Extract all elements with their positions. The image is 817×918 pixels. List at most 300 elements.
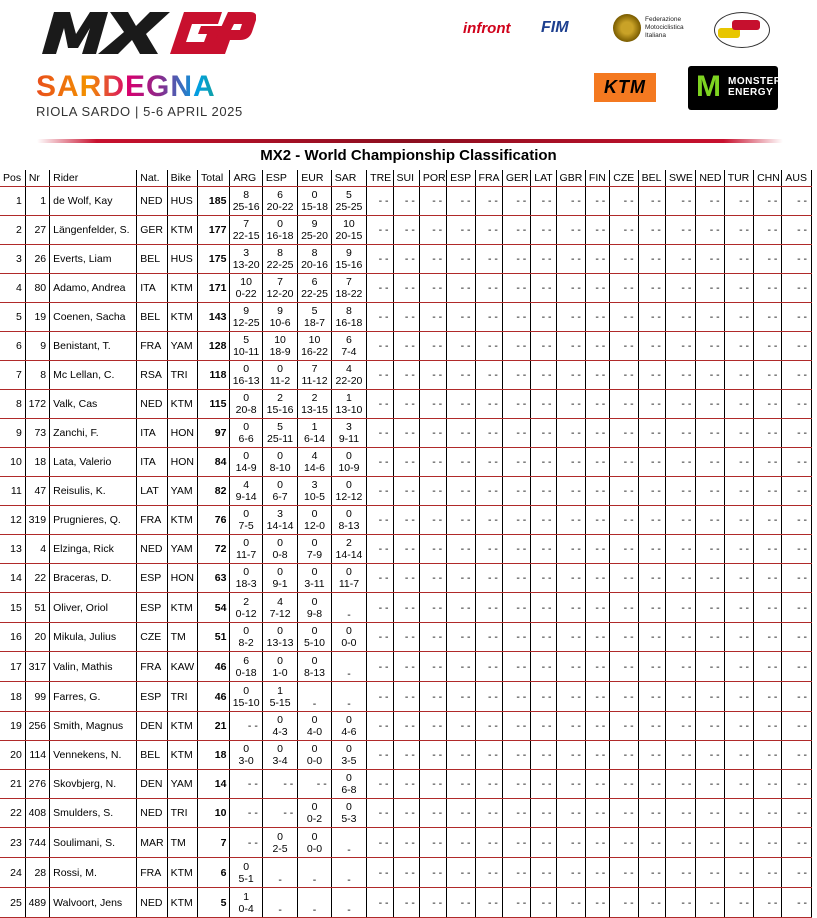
cell-empty: - -: [531, 593, 556, 623]
cell-empty: - -: [610, 274, 638, 303]
cell-rider: Everts, Liam: [50, 245, 137, 274]
table-row: [0, 303, 812, 332]
cell-nat: BEL: [137, 245, 167, 274]
cell-pos: 4: [0, 274, 25, 303]
gp-points: 1: [277, 684, 283, 697]
event-block: [36, 72, 243, 119]
cell-rider: Prugnieres, Q.: [50, 506, 137, 535]
gp-moto-results: 16-18: [335, 317, 363, 329]
cell-empty: - -: [610, 652, 638, 682]
gp-moto-results: 3-5: [341, 755, 357, 767]
cell-nat: ITA: [137, 419, 167, 448]
cell-empty: - -: [585, 187, 609, 216]
cell-empty: - -: [754, 888, 782, 918]
col-gp-fra: FRA: [475, 170, 502, 187]
cell-empty: - -: [367, 623, 393, 652]
cell-empty: - -: [367, 303, 393, 332]
cell-empty: - -: [419, 477, 446, 506]
cell-total: 76: [198, 506, 230, 535]
cell-empty: - -: [419, 419, 446, 448]
cell-nr: 256: [25, 712, 49, 741]
cell-empty: - -: [696, 770, 724, 799]
cell-empty: - -: [531, 535, 556, 564]
cell-empty: - -: [419, 652, 446, 682]
table-row: [0, 682, 812, 712]
cell-empty: - -: [665, 448, 695, 477]
cell-empty: - -: [638, 535, 665, 564]
cell-empty: - -: [556, 564, 585, 593]
cell-empty: - -: [556, 593, 585, 623]
cell-empty: - -: [724, 506, 753, 535]
cell-gp-result: [298, 303, 331, 332]
gp-points: 6: [243, 654, 250, 667]
cell-empty: - -: [638, 623, 665, 652]
cell-empty: - -: [610, 593, 638, 623]
cell-empty: - -: [585, 652, 609, 682]
cell-rider: Benistant, T.: [50, 332, 137, 361]
gp-points: 0: [277, 625, 283, 637]
cell-empty: - -: [393, 216, 419, 245]
cell-empty: - -: [610, 245, 638, 274]
gp-points: 0: [346, 508, 352, 520]
cell-empty: - -: [502, 216, 530, 245]
cell-empty: - -: [393, 799, 419, 828]
gp-points: 7: [346, 276, 352, 288]
col-gp-esp: ESP: [447, 170, 475, 187]
cell-empty: - -: [475, 593, 502, 623]
page-title: MX2 - World Championship Classification: [260, 147, 557, 164]
cell-empty: - -: [754, 652, 782, 682]
cell-empty: - -: [610, 448, 638, 477]
cell-empty: - -: [696, 303, 724, 332]
cell-empty: - -: [665, 682, 695, 712]
cell-nr: 28: [25, 858, 49, 888]
cell-total: 97: [198, 419, 230, 448]
cell-total: 143: [198, 303, 230, 332]
cell-gp-result: [230, 419, 262, 448]
cell-empty: - -: [782, 361, 812, 390]
gp-points: 8: [311, 247, 318, 259]
col-gp-tre: TRE: [367, 170, 393, 187]
cell-empty: - -: [393, 770, 419, 799]
cell-gp-result: -: [262, 858, 297, 888]
gp-points: 0: [277, 537, 283, 549]
col-gp-chn: CHN: [754, 170, 782, 187]
cell-empty: - -: [782, 888, 812, 918]
cell-gp-result: - -: [262, 799, 297, 828]
gp-points: 0: [311, 830, 318, 843]
cell-empty: - -: [696, 448, 724, 477]
col-rider: Rider: [50, 170, 137, 187]
table-row: [0, 216, 812, 245]
cell-empty: - -: [531, 888, 556, 918]
gp-moto-results: 0-0: [306, 755, 323, 767]
cell-empty: - -: [419, 593, 446, 623]
cell-empty: - -: [502, 888, 530, 918]
cell-rider: Adamo, Andrea: [50, 274, 137, 303]
cell-pos: 10: [0, 448, 25, 477]
cell-nr: 51: [25, 593, 49, 623]
cell-gp-result: [262, 187, 297, 216]
cell-gp-result: -: [331, 593, 366, 623]
gp-moto-results: 20-8: [235, 404, 257, 416]
gp-moto-results: 4-3: [272, 726, 288, 738]
table-row: [0, 477, 812, 506]
gp-points: 0: [346, 772, 352, 784]
cell-empty: - -: [610, 216, 638, 245]
cell-empty: - -: [610, 477, 638, 506]
cell-empty: - -: [393, 419, 419, 448]
cell-empty: - -: [638, 564, 665, 593]
cell-empty: - -: [585, 593, 609, 623]
cell-rider: Smith, Magnus: [50, 712, 137, 741]
col-gp-tur: TUR: [724, 170, 753, 187]
gp-moto-results: 10-5: [304, 491, 326, 503]
cell-total: 72: [198, 535, 230, 564]
cell-empty: - -: [367, 506, 393, 535]
gp-points: 0: [311, 508, 318, 520]
gp-points: 7: [311, 363, 318, 375]
cell-gp-result: [298, 623, 331, 652]
cell-rider: Smulders, S.: [50, 799, 137, 828]
cell-pos: 14: [0, 564, 25, 593]
cell-empty: - -: [502, 419, 530, 448]
gp-points: 1: [311, 421, 318, 433]
cell-nat: FRA: [137, 332, 167, 361]
cell-empty: - -: [585, 390, 609, 419]
cell-empty: - -: [665, 712, 695, 741]
cell-total: 6: [198, 858, 230, 888]
cell-gp-result: [262, 274, 297, 303]
gp-moto-results: 5-1: [238, 872, 254, 885]
cell-empty: - -: [531, 332, 556, 361]
cell-empty: - -: [531, 187, 556, 216]
cell-empty: - -: [724, 828, 753, 858]
cell-empty: - -: [724, 682, 753, 712]
cell-total: 18: [198, 741, 230, 770]
col-gp-arg: ARG: [230, 170, 262, 187]
cell-gp-result: [331, 187, 366, 216]
cell-pos: 24: [0, 858, 25, 888]
fmi-logo: [613, 14, 685, 44]
gp-points: 0: [311, 566, 318, 578]
cell-nr: 114: [25, 741, 49, 770]
cell-gp-result: [230, 216, 262, 245]
gp-moto-results: 8-13: [338, 520, 360, 532]
cell-empty: - -: [531, 303, 556, 332]
cell-empty: - -: [393, 858, 419, 888]
gp-points: 0: [243, 860, 250, 873]
cell-empty: - -: [665, 477, 695, 506]
cell-empty: - -: [367, 216, 393, 245]
gp-moto-results: 5-10: [304, 637, 326, 649]
gp-points: 0: [346, 714, 352, 726]
cell-empty: - -: [393, 332, 419, 361]
col-gp-eur: EUR: [298, 170, 331, 187]
gp-points: 2: [311, 392, 318, 404]
cell-empty: - -: [665, 361, 695, 390]
cell-gp-result: -: [331, 828, 366, 858]
table-row: [0, 187, 812, 216]
cell-empty: - -: [447, 741, 475, 770]
cell-empty: - -: [696, 564, 724, 593]
cell-bike: KTM: [167, 216, 197, 245]
gp-points: 6: [277, 189, 283, 201]
gp-moto-results: 3-11: [304, 578, 325, 590]
gp-moto-results: 8-10: [269, 462, 291, 474]
cell-rider: Längenfelder, S.: [50, 216, 137, 245]
cell-total: 5: [198, 888, 230, 918]
gp-moto-results: 11-12: [301, 375, 328, 387]
cell-empty: - -: [585, 858, 609, 888]
cell-empty: - -: [782, 858, 812, 888]
cell-empty: - -: [585, 274, 609, 303]
cell-nat: DEN: [137, 712, 167, 741]
cell-gp-result: -: [331, 682, 366, 712]
cell-empty: - -: [502, 187, 530, 216]
cell-empty: - -: [475, 361, 502, 390]
col-bike: Bike: [167, 170, 197, 187]
cell-empty: - -: [419, 361, 446, 390]
cell-empty: - -: [754, 390, 782, 419]
cell-gp-result: [230, 245, 262, 274]
table-row: [0, 770, 812, 799]
cell-empty: - -: [556, 361, 585, 390]
cell-total: 7: [198, 828, 230, 858]
cell-empty: - -: [665, 564, 695, 593]
cell-total: 171: [198, 274, 230, 303]
cell-empty: - -: [502, 448, 530, 477]
cell-nr: 8: [25, 361, 49, 390]
cell-empty: - -: [367, 245, 393, 274]
cell-empty: - -: [610, 332, 638, 361]
gp-moto-results: 6-8: [341, 784, 357, 796]
cell-empty: - -: [665, 593, 695, 623]
cell-empty: - -: [531, 274, 556, 303]
cell-nat: BEL: [137, 303, 167, 332]
cell-empty: - -: [531, 361, 556, 390]
table-row: [0, 799, 812, 828]
cell-empty: - -: [556, 888, 585, 918]
cell-nat: ESP: [137, 682, 167, 712]
cell-nr: 73: [25, 419, 49, 448]
cell-gp-result: [331, 303, 366, 332]
cell-nr: 47: [25, 477, 49, 506]
cell-nat: ITA: [137, 448, 167, 477]
cell-empty: - -: [393, 245, 419, 274]
cell-empty: - -: [610, 770, 638, 799]
cell-pos: 3: [0, 245, 25, 274]
cell-empty: - -: [665, 506, 695, 535]
cell-rider: Mikula, Julius: [50, 623, 137, 652]
gp-moto-results: 0-22: [235, 288, 257, 300]
cell-empty: - -: [556, 419, 585, 448]
cell-empty: - -: [610, 623, 638, 652]
cell-gp-result: [262, 593, 297, 623]
cell-nr: 9: [25, 332, 49, 361]
gp-points: 9: [277, 305, 283, 317]
cell-empty: - -: [475, 332, 502, 361]
gp-points: 2: [277, 392, 283, 404]
cell-empty: - -: [447, 770, 475, 799]
cell-empty: - -: [556, 448, 585, 477]
cell-empty: - -: [393, 888, 419, 918]
cell-pos: 11: [0, 477, 25, 506]
cell-empty: - -: [610, 888, 638, 918]
cell-gp-result: [298, 741, 331, 770]
gp-points: 3: [277, 508, 283, 520]
gp-moto-results: 7-5: [238, 520, 254, 532]
cell-empty: - -: [585, 564, 609, 593]
gp-moto-results: 0-0: [341, 637, 357, 649]
cell-empty: - -: [475, 448, 502, 477]
cell-empty: - -: [475, 770, 502, 799]
cell-gp-result: [298, 828, 331, 858]
cell-gp-result: [331, 799, 366, 828]
cell-empty: - -: [782, 390, 812, 419]
cell-bike: KTM: [167, 858, 197, 888]
cell-bike: HUS: [167, 245, 197, 274]
cell-rider: Vennekens, N.: [50, 741, 137, 770]
cell-bike: KTM: [167, 390, 197, 419]
cell-empty: - -: [419, 770, 446, 799]
cell-empty: - -: [531, 448, 556, 477]
cell-pos: 22: [0, 799, 25, 828]
cell-empty: - -: [475, 187, 502, 216]
cell-empty: - -: [585, 448, 609, 477]
cell-empty: - -: [585, 682, 609, 712]
cell-gp-result: [331, 419, 366, 448]
table-row: [0, 361, 812, 390]
cell-total: 46: [198, 652, 230, 682]
cell-empty: - -: [782, 419, 812, 448]
cell-gp-result: [331, 245, 366, 274]
cell-empty: - -: [754, 274, 782, 303]
cell-gp-result: [331, 274, 366, 303]
cell-gp-result: [230, 477, 262, 506]
cell-empty: - -: [556, 741, 585, 770]
moto-club-shape-icon: [732, 20, 760, 30]
gp-moto-results: 15-18: [301, 201, 328, 213]
cell-gp-result: [230, 332, 262, 361]
gp-points: 3: [243, 247, 250, 259]
cell-empty: - -: [502, 623, 530, 652]
gp-moto-results: 0-8: [272, 549, 288, 561]
cell-empty: - -: [782, 303, 812, 332]
cell-gp-result: [230, 682, 262, 712]
cell-gp-result: [298, 712, 331, 741]
cell-pos: 17: [0, 652, 25, 682]
cell-gp-result: [331, 361, 366, 390]
cell-gp-result: - -: [230, 770, 262, 799]
gp-points: 5: [346, 189, 352, 201]
cell-empty: - -: [610, 858, 638, 888]
cell-empty: - -: [638, 770, 665, 799]
table-row: [0, 828, 812, 858]
cell-empty: - -: [724, 858, 753, 888]
cell-empty: - -: [393, 828, 419, 858]
cell-empty: - -: [475, 564, 502, 593]
cell-empty: - -: [393, 535, 419, 564]
cell-total: 128: [198, 332, 230, 361]
cell-empty: - -: [502, 770, 530, 799]
cell-empty: - -: [665, 187, 695, 216]
gp-points: 8: [243, 189, 250, 201]
cell-empty: - -: [696, 712, 724, 741]
cell-empty: - -: [367, 477, 393, 506]
cell-empty: - -: [754, 564, 782, 593]
cell-empty: - -: [782, 245, 812, 274]
cell-empty: - -: [754, 303, 782, 332]
cell-empty: - -: [531, 623, 556, 652]
gp-points: 0: [311, 189, 318, 201]
cell-empty: - -: [447, 506, 475, 535]
cell-empty: - -: [393, 274, 419, 303]
cell-nat: CZE: [137, 623, 167, 652]
cell-empty: - -: [665, 332, 695, 361]
cell-empty: - -: [782, 477, 812, 506]
cell-empty: - -: [531, 477, 556, 506]
gp-moto-results: 7-9: [306, 549, 323, 561]
gp-moto-results: 8-13: [304, 666, 326, 679]
cell-empty: - -: [367, 419, 393, 448]
col-gp-aus: AUS: [782, 170, 812, 187]
cell-empty: - -: [502, 828, 530, 858]
cell-empty: - -: [754, 799, 782, 828]
cell-empty: - -: [782, 216, 812, 245]
cell-gp-result: - -: [298, 770, 331, 799]
gp-moto-results: 13-15: [301, 404, 328, 416]
cell-gp-result: [262, 419, 297, 448]
gp-points: 0: [311, 625, 318, 637]
cell-nat: NED: [137, 888, 167, 918]
table-row: [0, 564, 812, 593]
cell-empty: - -: [367, 741, 393, 770]
cell-empty: - -: [585, 419, 609, 448]
cell-empty: - -: [502, 506, 530, 535]
cell-empty: - -: [724, 187, 753, 216]
cell-empty: - -: [724, 741, 753, 770]
cell-nr: 744: [25, 828, 49, 858]
cell-empty: - -: [724, 245, 753, 274]
cell-gp-result: -: [298, 682, 331, 712]
cell-nat: GER: [137, 216, 167, 245]
gp-moto-results: 6-7: [272, 491, 288, 503]
gp-moto-results: 11-2: [269, 375, 291, 387]
cell-gp-result: [230, 741, 262, 770]
cell-empty: - -: [754, 361, 782, 390]
cell-empty: - -: [419, 390, 446, 419]
cell-gp-result: [298, 274, 331, 303]
cell-nat: BEL: [137, 741, 167, 770]
table-row: [0, 332, 812, 361]
cell-empty: - -: [502, 741, 530, 770]
cell-total: 54: [198, 593, 230, 623]
gp-moto-results: 11-7: [338, 578, 360, 590]
cell-empty: - -: [754, 858, 782, 888]
cell-gp-result: [262, 448, 297, 477]
cell-empty: - -: [531, 564, 556, 593]
cell-bike: KTM: [167, 506, 197, 535]
fim-logo: FIM: [541, 19, 569, 36]
gp-moto-results: 25-25: [335, 201, 363, 213]
cell-empty: - -: [447, 361, 475, 390]
table-row: [0, 245, 812, 274]
cell-empty: - -: [556, 623, 585, 652]
cell-gp-result: [230, 564, 262, 593]
gp-moto-results: 25-16: [232, 201, 260, 213]
cell-empty: - -: [696, 535, 724, 564]
